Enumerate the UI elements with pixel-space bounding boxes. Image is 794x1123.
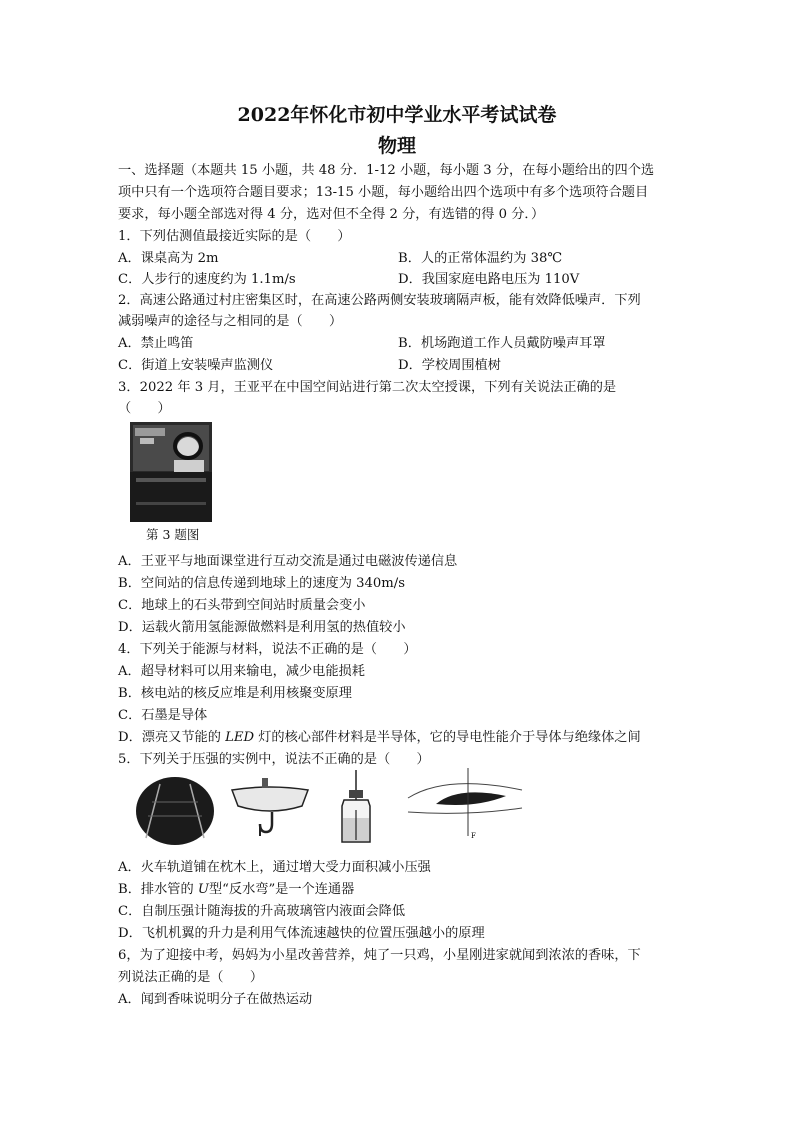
question-2-option-d: D．学校周围植树 [398,358,501,373]
question-3-stem: 3．2022 年 3 月，王亚平在中国空间站进行第二次太空授课，下列有关说法正确的是 [118,380,617,395]
question-1-option-d: D．我国家庭电路电压为 110V [398,272,580,287]
section-instruction-line: 一、选择题（本题共 15 小题，共 48 分．1-12 小题，每小题 3 分，在每小题给出的四个选 [118,163,655,178]
sink-drain-trap-figure [228,776,312,838]
question-3-option-c: C．地球上的石头带到空间站时质量会变小 [118,598,366,613]
question-3-option-a: A．王亚平与地面课堂进行互动交流是通过电磁波传递信息 [118,554,458,569]
homemade-barometer-figure [336,770,376,846]
section-instruction-line: 项中只有一个选项符合题目要求；13-15 小题，每小题给出四个选项中有多个选项符合题目 [118,185,649,200]
question-5-option-a: A．火车轨道铺在枕木上，通过增大受力面积减小压强 [118,860,431,875]
section-instruction-line: 要求，每小题全部选对得 4 分，选对但不全得 2 分，有选错的得 0 分．） [118,207,545,222]
question-4-stem: 4．下列关于能源与材料，说法不正确的是（ ） [118,642,417,657]
question-5-option-d: D．飞机机翼的升力是利用气体流速越快的位置压强越小的原理 [118,926,485,941]
question-1-stem: 1．下列估测值最接近实际的是（ ） [118,229,351,244]
question-5-option-b [118,880,354,899]
option-text: D．漂亮又节能的 [118,730,226,745]
question-3-option-d: D．运载火箭用氢能源做燃料是利用氢的热值较小 [118,620,406,635]
option-text-italic: LED [225,730,255,745]
airplane-wing-figure [406,768,524,840]
question-1-option-c: C．人步行的速度约为 1.1m/s [118,272,296,287]
question-1-option-b: B．人的正常体温约为 38℃ [398,251,563,266]
question-2-option-c: C．街道上安装噪声监测仪 [118,358,274,373]
question-2-stem: 2．高速公路通过村庄密集区时，在高速公路两侧安装玻璃隔声板，能有效降低噪声．下列 [118,293,641,308]
option-text: 型“反水弯”是一个连通器 [208,882,355,897]
space-lecture-photo [130,422,212,522]
question-3-stem: （ ） [118,401,171,416]
option-text-italic: U [197,882,209,897]
figure-3-caption: 第 3 题图 [146,527,200,542]
question-5-option-c: C．自制压强计随海拔的升高玻璃管内液面会降低 [118,904,406,919]
wing-force-label: F [471,832,476,840]
question-6-stem: 列说法正确的是（ ） [118,970,264,985]
railway-sleepers-figure [134,776,216,846]
question-4-option-d [118,728,641,747]
question-4-option-a: A．超导材料可以用来输电，减少电能损耗 [118,664,365,679]
question-4-option-b: B．核电站的核反应堆是利用核聚变原理 [118,686,352,701]
option-text: 灯的核心部件材料是半导体，它的导电性能介于导体与绝缘体之间 [254,730,641,745]
question-2-stem: 减弱噪声的途径与之相同的是（ ） [118,314,343,329]
exam-subject: 物理 [377,135,416,157]
question-1-option-a: A．课桌高为 2m [118,251,219,266]
exam-title: 2022年怀化市初中学业水平考试试卷 [237,104,557,126]
question-2-option-b: B．机场跑道工作人员戴防噪声耳罩 [398,336,606,351]
question-3-option-b: B．空间站的信息传递到地球上的速度为 340m/s [118,576,405,591]
question-2-option-a: A．禁止鸣笛 [118,336,194,351]
question-6-stem: 6，为了迎接中考，妈妈为小星改善营养，炖了一只鸡，小星刚进家就闻到浓浓的香味，下 [118,948,641,963]
question-6-option-a: A．闻到香味说明分子在做热运动 [118,992,313,1007]
question-4-option-c: C．石墨是导体 [118,708,208,723]
option-text: B．排水管的 [118,882,198,897]
question-5-stem: 5．下列关于压强的实例中，说法不正确的是（ ） [118,752,430,767]
